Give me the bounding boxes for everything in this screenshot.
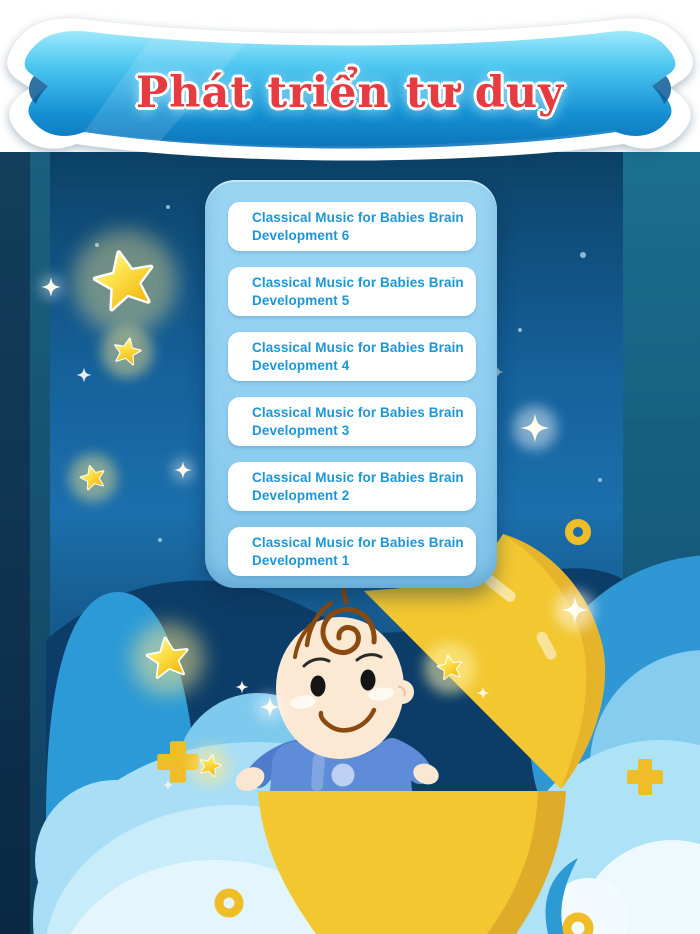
playlist-item-3[interactable]	[228, 397, 476, 446]
ring-icon	[569, 523, 587, 541]
playlist-item-line2: Development 3	[252, 423, 350, 438]
sparkle-icon	[555, 590, 595, 630]
glowing-star-icon	[132, 623, 204, 695]
baby-left-eye	[311, 676, 326, 697]
sparkle-icon	[39, 275, 63, 299]
glowing-star-icon	[101, 326, 153, 378]
playlist-item-line1: Classical Music for Babies Brain	[252, 470, 464, 485]
playlist-item-line2: Development 2	[252, 488, 350, 503]
playlist-item-line2: Development 1	[252, 553, 350, 568]
playlist-panel[interactable]	[205, 180, 497, 588]
sparkle-icon	[171, 458, 195, 482]
glowing-star-icon	[69, 454, 117, 502]
page-title: Phát triển tư duy	[135, 68, 565, 118]
playlist-item-line2: Development 6	[252, 228, 350, 243]
playlist-item-line2: Development 4	[252, 358, 350, 373]
playlist-item-5[interactable]	[228, 267, 476, 316]
playlist-item-line1: Classical Music for Babies Brain	[252, 405, 464, 420]
playlist-item-4[interactable]	[228, 332, 476, 381]
playlist-item-line1: Classical Music for Babies Brain	[252, 340, 464, 355]
playlist-item-line1: Classical Music for Babies Brain	[252, 535, 464, 550]
egg-bowl	[258, 791, 566, 934]
playlist-item-line2: Development 5	[252, 293, 350, 308]
baby-right-eye	[361, 670, 376, 691]
sparkle-icon	[76, 367, 91, 382]
playlist-item-2[interactable]	[228, 462, 476, 511]
glowing-star-icon	[190, 746, 230, 786]
baby-button	[332, 764, 355, 787]
playlist-item-6[interactable]	[228, 202, 476, 251]
playlist-item-line1: Classical Music for Babies Brain	[252, 210, 464, 225]
glowing-star-icon	[424, 642, 476, 694]
playlist-item-line1: Classical Music for Babies Brain	[252, 275, 464, 290]
sparkle-icon	[513, 406, 557, 450]
title-banner	[4, 8, 696, 166]
playlist-item-1[interactable]	[228, 527, 476, 576]
sparkle-icon	[256, 693, 284, 721]
glowing-star-icon	[73, 230, 177, 334]
